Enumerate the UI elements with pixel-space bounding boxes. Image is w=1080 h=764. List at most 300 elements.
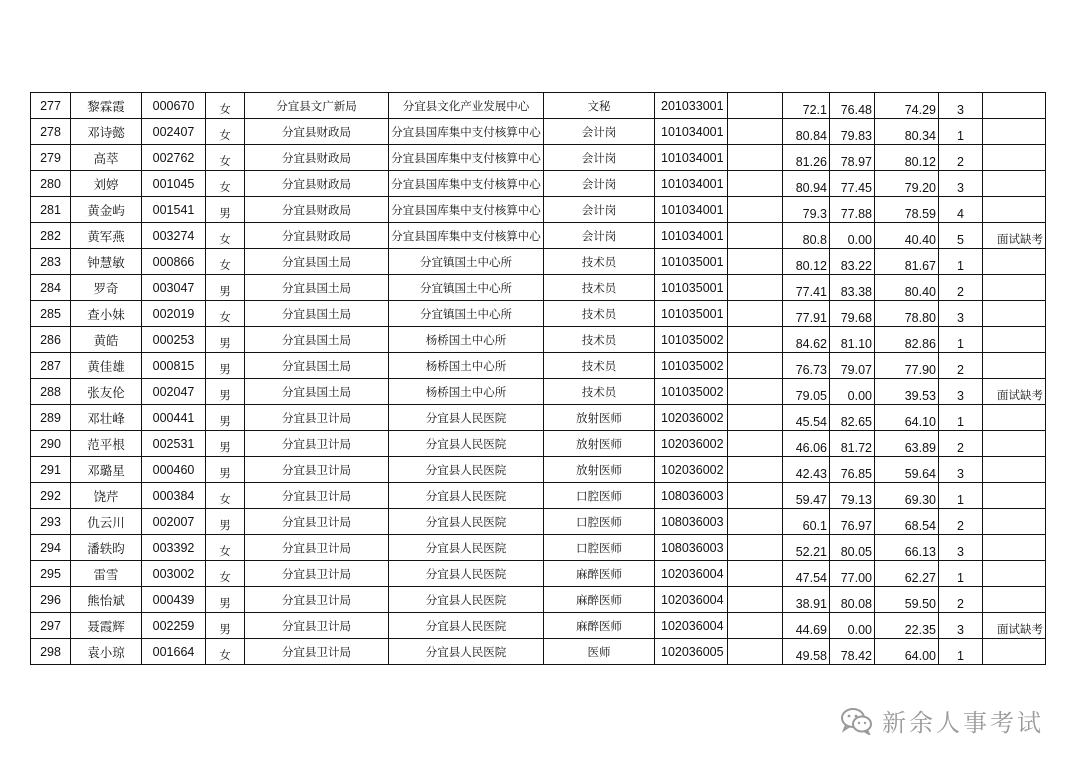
row-blank [728, 587, 783, 613]
row-unit: 分宜县国库集中支付核算中心 [389, 145, 544, 171]
row-gender: 女 [206, 483, 245, 509]
row-unit: 分宜镇国土中心所 [389, 275, 544, 301]
row-interview-score: 0.00 [830, 613, 875, 639]
row-id: 002407 [142, 119, 206, 145]
row-department: 分宜县卫计局 [245, 457, 389, 483]
row-rank: 1 [939, 249, 983, 275]
row-seq: 285 [31, 301, 71, 327]
row-seq: 284 [31, 275, 71, 301]
row-position-code: 102036004 [655, 561, 728, 587]
row-position-code: 101035001 [655, 275, 728, 301]
row-department: 分宜县卫计局 [245, 561, 389, 587]
row-total-score: 81.67 [875, 249, 939, 275]
row-rank: 2 [939, 145, 983, 171]
row-position: 技术员 [544, 301, 655, 327]
table-row [31, 535, 1046, 561]
row-blank [728, 145, 783, 171]
row-written-score: 79.05 [783, 379, 830, 405]
row-written-score: 72.1 [783, 93, 830, 119]
row-id: 002531 [142, 431, 206, 457]
row-seq: 286 [31, 327, 71, 353]
row-rank: 3 [939, 613, 983, 639]
row-unit: 分宜镇国土中心所 [389, 249, 544, 275]
row-department: 分宜县财政局 [245, 145, 389, 171]
row-unit: 分宜县人民医院 [389, 431, 544, 457]
row-unit: 分宜县国库集中支付核算中心 [389, 223, 544, 249]
row-blank [728, 275, 783, 301]
watermark-text: 新余人事考试 [882, 709, 1044, 737]
row-blank [728, 405, 783, 431]
table-row [31, 171, 1046, 197]
row-gender: 女 [206, 145, 245, 171]
table-row [31, 431, 1046, 457]
row-interview-score: 83.38 [830, 275, 875, 301]
row-total-score: 62.27 [875, 561, 939, 587]
table-row [31, 353, 1046, 379]
row-position: 技术员 [544, 379, 655, 405]
row-position: 医师 [544, 639, 655, 665]
row-position-code: 201033001 [655, 93, 728, 119]
row-name: 袁小琼 [71, 639, 142, 665]
row-blank [728, 535, 783, 561]
row-interview-score: 83.22 [830, 249, 875, 275]
row-gender: 男 [206, 509, 245, 535]
row-note [983, 457, 1046, 483]
row-unit: 分宜县人民医院 [389, 405, 544, 431]
row-note: 面试缺考 [983, 379, 1046, 405]
row-interview-score: 78.97 [830, 145, 875, 171]
row-rank: 5 [939, 223, 983, 249]
row-gender: 男 [206, 405, 245, 431]
row-id: 001045 [142, 171, 206, 197]
row-department: 分宜县财政局 [245, 197, 389, 223]
row-name: 雷雪 [71, 561, 142, 587]
row-blank [728, 639, 783, 665]
table-row [31, 509, 1046, 535]
row-unit: 分宜县国库集中支付核算中心 [389, 171, 544, 197]
row-name: 邓诗懿 [71, 119, 142, 145]
table-row [31, 301, 1046, 327]
row-position: 文秘 [544, 93, 655, 119]
row-name: 仇云川 [71, 509, 142, 535]
row-unit: 分宜县人民医院 [389, 561, 544, 587]
row-position-code: 101034001 [655, 197, 728, 223]
row-rank: 1 [939, 483, 983, 509]
row-position-code: 102036005 [655, 639, 728, 665]
wechat-icon [840, 707, 874, 735]
row-written-score: 80.84 [783, 119, 830, 145]
row-note [983, 353, 1046, 379]
row-blank [728, 457, 783, 483]
row-name: 刘婷 [71, 171, 142, 197]
table-row [31, 379, 1046, 405]
row-written-score: 81.26 [783, 145, 830, 171]
row-id: 001541 [142, 197, 206, 223]
row-rank: 3 [939, 171, 983, 197]
table-row [31, 145, 1046, 171]
row-total-score: 78.59 [875, 197, 939, 223]
row-department: 分宜县卫计局 [245, 483, 389, 509]
row-rank: 3 [939, 93, 983, 119]
row-total-score: 66.13 [875, 535, 939, 561]
row-rank: 4 [939, 197, 983, 223]
row-unit: 分宜县文化产业发展中心 [389, 93, 544, 119]
row-total-score: 77.90 [875, 353, 939, 379]
row-interview-score: 77.00 [830, 561, 875, 587]
row-gender: 男 [206, 197, 245, 223]
row-department: 分宜县卫计局 [245, 509, 389, 535]
row-position: 会计岗 [544, 171, 655, 197]
row-seq: 293 [31, 509, 71, 535]
row-gender: 女 [206, 535, 245, 561]
row-position: 会计岗 [544, 223, 655, 249]
row-position: 会计岗 [544, 145, 655, 171]
row-department: 分宜县国土局 [245, 327, 389, 353]
row-blank [728, 301, 783, 327]
row-note [983, 145, 1046, 171]
row-seq: 289 [31, 405, 71, 431]
row-total-score: 82.86 [875, 327, 939, 353]
row-name: 张友伦 [71, 379, 142, 405]
row-seq: 283 [31, 249, 71, 275]
row-unit: 分宜县国库集中支付核算中心 [389, 197, 544, 223]
row-rank: 1 [939, 119, 983, 145]
row-note [983, 561, 1046, 587]
row-department: 分宜县财政局 [245, 171, 389, 197]
row-seq: 279 [31, 145, 71, 171]
row-rank: 1 [939, 561, 983, 587]
row-id: 003002 [142, 561, 206, 587]
row-seq: 282 [31, 223, 71, 249]
row-position-code: 102036004 [655, 613, 728, 639]
row-gender: 男 [206, 353, 245, 379]
row-interview-score: 82.65 [830, 405, 875, 431]
row-name: 查小妹 [71, 301, 142, 327]
row-unit: 分宜县国库集中支付核算中心 [389, 119, 544, 145]
row-blank [728, 353, 783, 379]
row-blank [728, 431, 783, 457]
row-interview-score: 79.68 [830, 301, 875, 327]
row-interview-score: 81.72 [830, 431, 875, 457]
row-position: 口腔医师 [544, 535, 655, 561]
row-gender: 男 [206, 431, 245, 457]
row-unit: 分宜镇国土中心所 [389, 301, 544, 327]
row-note [983, 483, 1046, 509]
row-gender: 女 [206, 171, 245, 197]
row-rank: 2 [939, 509, 983, 535]
row-written-score: 49.58 [783, 639, 830, 665]
row-department: 分宜县文广新局 [245, 93, 389, 119]
row-total-score: 69.30 [875, 483, 939, 509]
row-written-score: 84.62 [783, 327, 830, 353]
row-interview-score: 0.00 [830, 223, 875, 249]
row-department: 分宜县国土局 [245, 379, 389, 405]
row-gender: 男 [206, 327, 245, 353]
table-row [31, 275, 1046, 301]
row-note [983, 301, 1046, 327]
row-total-score: 80.34 [875, 119, 939, 145]
row-seq: 280 [31, 171, 71, 197]
row-interview-score: 81.10 [830, 327, 875, 353]
row-blank [728, 327, 783, 353]
row-blank [728, 509, 783, 535]
row-gender: 女 [206, 93, 245, 119]
row-blank [728, 93, 783, 119]
row-note [983, 509, 1046, 535]
row-blank [728, 249, 783, 275]
table-row [31, 197, 1046, 223]
row-id: 003392 [142, 535, 206, 561]
row-id: 000670 [142, 93, 206, 119]
table-row [31, 613, 1046, 639]
row-unit: 杨桥国土中心所 [389, 353, 544, 379]
row-total-score: 64.00 [875, 639, 939, 665]
row-written-score: 52.21 [783, 535, 830, 561]
row-name: 潘轶昀 [71, 535, 142, 561]
row-total-score: 78.80 [875, 301, 939, 327]
row-gender: 女 [206, 561, 245, 587]
row-interview-score: 79.83 [830, 119, 875, 145]
row-written-score: 42.43 [783, 457, 830, 483]
row-rank: 3 [939, 301, 983, 327]
row-position: 麻醉医师 [544, 587, 655, 613]
row-gender: 女 [206, 639, 245, 665]
row-position: 会计岗 [544, 119, 655, 145]
row-department: 分宜县国土局 [245, 249, 389, 275]
row-id: 003047 [142, 275, 206, 301]
row-note [983, 535, 1046, 561]
row-position-code: 102036004 [655, 587, 728, 613]
row-gender: 女 [206, 301, 245, 327]
row-position: 技术员 [544, 353, 655, 379]
row-note [983, 171, 1046, 197]
table-row [31, 483, 1046, 509]
table-row [31, 327, 1046, 353]
row-gender: 女 [206, 223, 245, 249]
row-seq: 296 [31, 587, 71, 613]
row-name: 高萃 [71, 145, 142, 171]
row-blank [728, 613, 783, 639]
row-written-score: 80.94 [783, 171, 830, 197]
row-position-code: 101034001 [655, 223, 728, 249]
row-interview-score: 76.97 [830, 509, 875, 535]
row-interview-score: 80.05 [830, 535, 875, 561]
row-position-code: 101035001 [655, 301, 728, 327]
row-id: 002019 [142, 301, 206, 327]
row-position: 技术员 [544, 327, 655, 353]
row-blank [728, 379, 783, 405]
row-name: 黎霖霞 [71, 93, 142, 119]
row-unit: 分宜县人民医院 [389, 509, 544, 535]
row-seq: 298 [31, 639, 71, 665]
row-department: 分宜县卫计局 [245, 431, 389, 457]
row-rank: 3 [939, 535, 983, 561]
row-rank: 2 [939, 353, 983, 379]
row-written-score: 46.06 [783, 431, 830, 457]
row-written-score: 38.91 [783, 587, 830, 613]
row-position: 会计岗 [544, 197, 655, 223]
row-position-code: 101035002 [655, 327, 728, 353]
results-table [30, 92, 1046, 665]
row-gender: 女 [206, 119, 245, 145]
row-total-score: 59.64 [875, 457, 939, 483]
row-department: 分宜县国土局 [245, 353, 389, 379]
row-unit: 分宜县人民医院 [389, 457, 544, 483]
row-total-score: 80.40 [875, 275, 939, 301]
row-total-score: 59.50 [875, 587, 939, 613]
row-note [983, 405, 1046, 431]
table-row [31, 249, 1046, 275]
row-position-code: 102036002 [655, 431, 728, 457]
row-note [983, 93, 1046, 119]
row-unit: 分宜县人民医院 [389, 613, 544, 639]
row-seq: 294 [31, 535, 71, 561]
row-written-score: 79.3 [783, 197, 830, 223]
table-body [31, 93, 1046, 665]
row-total-score: 74.29 [875, 93, 939, 119]
row-note: 面试缺考 [983, 223, 1046, 249]
row-position-code: 108036003 [655, 535, 728, 561]
row-written-score: 77.91 [783, 301, 830, 327]
row-seq: 278 [31, 119, 71, 145]
row-unit: 分宜县人民医院 [389, 587, 544, 613]
row-position-code: 101034001 [655, 145, 728, 171]
row-id: 003274 [142, 223, 206, 249]
row-gender: 男 [206, 613, 245, 639]
row-gender: 男 [206, 275, 245, 301]
row-name: 黄军燕 [71, 223, 142, 249]
table-row [31, 457, 1046, 483]
row-rank: 1 [939, 327, 983, 353]
row-blank [728, 119, 783, 145]
row-total-score: 64.10 [875, 405, 939, 431]
watermark [840, 703, 1044, 738]
row-name: 聂霞辉 [71, 613, 142, 639]
row-seq: 292 [31, 483, 71, 509]
row-rank: 2 [939, 431, 983, 457]
row-seq: 277 [31, 93, 71, 119]
row-position-code: 101034001 [655, 171, 728, 197]
row-interview-score: 80.08 [830, 587, 875, 613]
row-seq: 288 [31, 379, 71, 405]
row-gender: 男 [206, 587, 245, 613]
row-written-score: 59.47 [783, 483, 830, 509]
row-interview-score: 76.85 [830, 457, 875, 483]
row-blank [728, 561, 783, 587]
row-written-score: 80.12 [783, 249, 830, 275]
row-note [983, 275, 1046, 301]
row-written-score: 80.8 [783, 223, 830, 249]
row-position: 技术员 [544, 249, 655, 275]
row-written-score: 60.1 [783, 509, 830, 535]
row-unit: 分宜县人民医院 [389, 535, 544, 561]
row-position-code: 108036003 [655, 483, 728, 509]
row-seq: 295 [31, 561, 71, 587]
row-department: 分宜县卫计局 [245, 535, 389, 561]
row-interview-score: 77.88 [830, 197, 875, 223]
row-id: 000384 [142, 483, 206, 509]
row-position: 口腔医师 [544, 483, 655, 509]
row-note [983, 197, 1046, 223]
row-interview-score: 78.42 [830, 639, 875, 665]
row-rank: 1 [939, 639, 983, 665]
row-seq: 297 [31, 613, 71, 639]
row-position: 麻醉医师 [544, 561, 655, 587]
row-position: 技术员 [544, 275, 655, 301]
row-gender: 女 [206, 249, 245, 275]
row-note [983, 587, 1046, 613]
row-department: 分宜县卫计局 [245, 639, 389, 665]
row-blank [728, 197, 783, 223]
row-name: 黄佳雄 [71, 353, 142, 379]
row-note [983, 431, 1046, 457]
row-unit: 杨桥国土中心所 [389, 327, 544, 353]
row-position-code: 101035001 [655, 249, 728, 275]
row-gender: 男 [206, 379, 245, 405]
row-interview-score: 0.00 [830, 379, 875, 405]
row-total-score: 40.40 [875, 223, 939, 249]
row-note [983, 639, 1046, 665]
table-row [31, 587, 1046, 613]
row-interview-score: 76.48 [830, 93, 875, 119]
row-department: 分宜县财政局 [245, 119, 389, 145]
row-rank: 3 [939, 379, 983, 405]
row-id: 001664 [142, 639, 206, 665]
row-note [983, 327, 1046, 353]
row-position: 放射医师 [544, 431, 655, 457]
table-row [31, 639, 1046, 665]
row-interview-score: 79.13 [830, 483, 875, 509]
row-total-score: 39.53 [875, 379, 939, 405]
row-written-score: 76.73 [783, 353, 830, 379]
row-unit: 杨桥国土中心所 [389, 379, 544, 405]
row-name: 黄皓 [71, 327, 142, 353]
table-row [31, 223, 1046, 249]
row-gender: 男 [206, 457, 245, 483]
row-id: 000253 [142, 327, 206, 353]
row-total-score: 80.12 [875, 145, 939, 171]
row-blank [728, 483, 783, 509]
row-note: 面试缺考 [983, 613, 1046, 639]
row-name: 邓璐星 [71, 457, 142, 483]
row-total-score: 68.54 [875, 509, 939, 535]
row-blank [728, 223, 783, 249]
row-position-code: 101034001 [655, 119, 728, 145]
row-seq: 290 [31, 431, 71, 457]
row-name: 钟慧敏 [71, 249, 142, 275]
row-name: 饶芹 [71, 483, 142, 509]
table-row [31, 119, 1046, 145]
row-id: 002007 [142, 509, 206, 535]
row-name: 熊怡斌 [71, 587, 142, 613]
row-seq: 281 [31, 197, 71, 223]
row-note [983, 119, 1046, 145]
row-position: 口腔医师 [544, 509, 655, 535]
row-interview-score: 77.45 [830, 171, 875, 197]
row-rank: 3 [939, 457, 983, 483]
row-position-code: 102036002 [655, 405, 728, 431]
row-id: 002762 [142, 145, 206, 171]
row-position-code: 101035002 [655, 379, 728, 405]
table-row [31, 405, 1046, 431]
row-id: 000441 [142, 405, 206, 431]
row-position: 麻醉医师 [544, 613, 655, 639]
row-id: 002047 [142, 379, 206, 405]
row-department: 分宜县国土局 [245, 275, 389, 301]
row-id: 000460 [142, 457, 206, 483]
row-department: 分宜县卫计局 [245, 405, 389, 431]
row-note [983, 249, 1046, 275]
